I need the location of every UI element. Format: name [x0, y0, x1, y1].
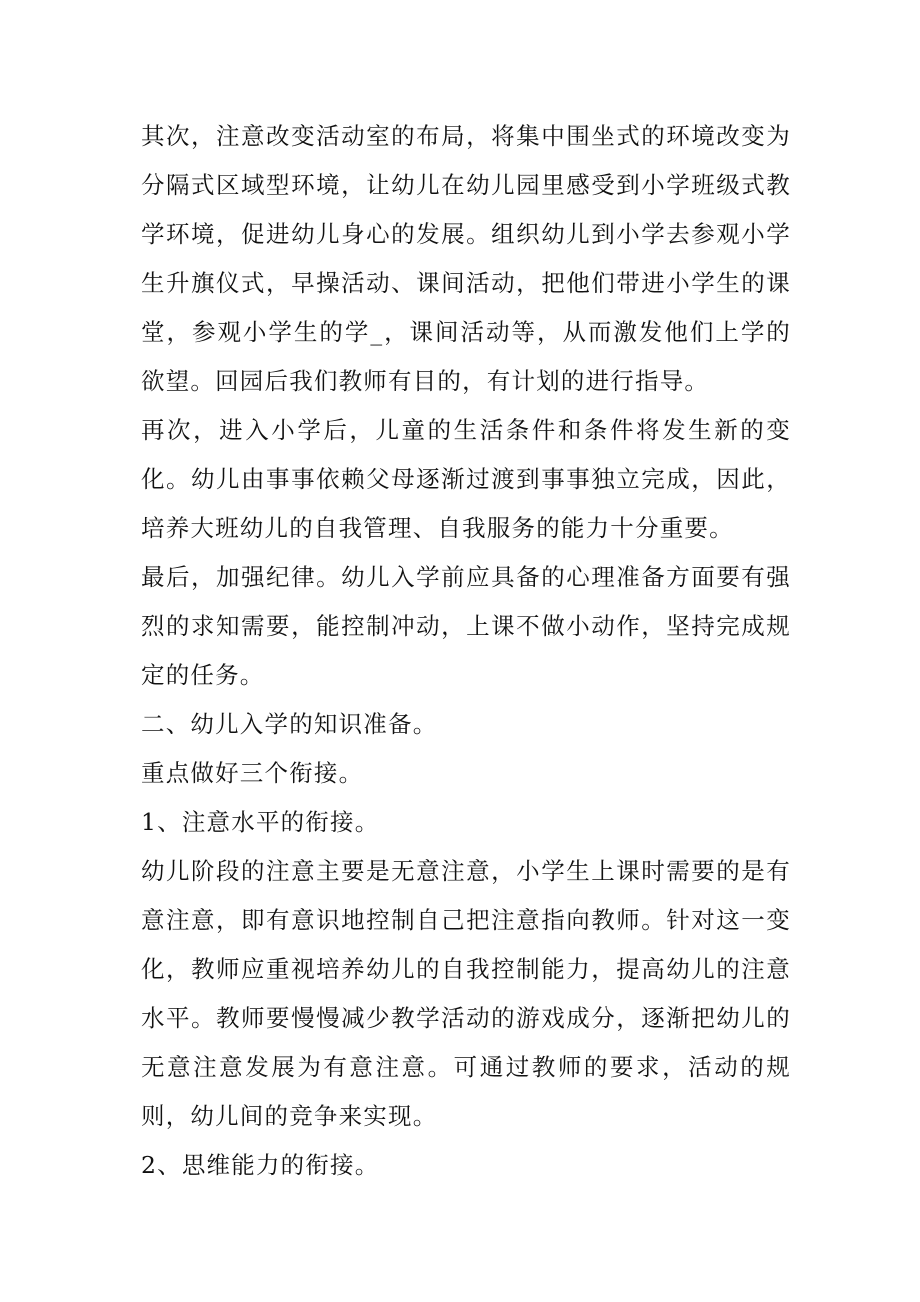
document-body [141, 112, 791, 1190]
section-heading-knowledge-prep: 二、幼儿入学的知识准备。 [141, 710, 438, 738]
paragraph-life-independence: 再次，进入小学后，儿童的生活条件和条件将发生新的变化。幼儿由事事依赖父母逐渐过渡到事事独立完成，因此，培养大班幼儿的自我管理、自我服务的能力十分重要。 [141, 416, 791, 542]
paragraph-three-connections: 重点做好三个衔接。 [141, 759, 364, 787]
subheading-thinking-ability: 2、思维能力的衔接。 [141, 1151, 380, 1179]
paragraph-layout-adjustment: 其次，注意改变活动室的布局，将集中围坐式的环境改变为分隔式区域型环境，让幼儿在幼儿园里感受到小学班级式教学环境，促进幼儿身心的发展。组织幼儿到小学去参观小学生升旗仪式，早操活动、课间活动，把他们带进小学生的课堂，参观小学生的学_，课间活动等，从而激发他们上学的欲望。回园后我们教师有目的，有计划的进行指导。 [141, 122, 791, 395]
paragraph-attention-detail: 幼儿阶段的注意主要是无意注意，小学生上课时需要的是有意注意，即有意识地控制自己把注意指向教师。针对这一变化，教师应重视培养幼儿的自我控制能力，提高幼儿的注意水平。教师要慢慢减少教学活动的游戏成分，逐渐把幼儿的无意注意发展为有意注意。可通过教师的要求，活动的规则，幼儿间的竞争来实现。 [141, 857, 791, 1130]
subheading-attention-level: 1、注意水平的衔接。 [141, 808, 380, 836]
paragraph-discipline: 最后，加强纪律。幼儿入学前应具备的心理准备方面要有强烈的求知需要，能控制冲动，上课不做小动作，坚持完成规定的任务。 [141, 563, 791, 689]
